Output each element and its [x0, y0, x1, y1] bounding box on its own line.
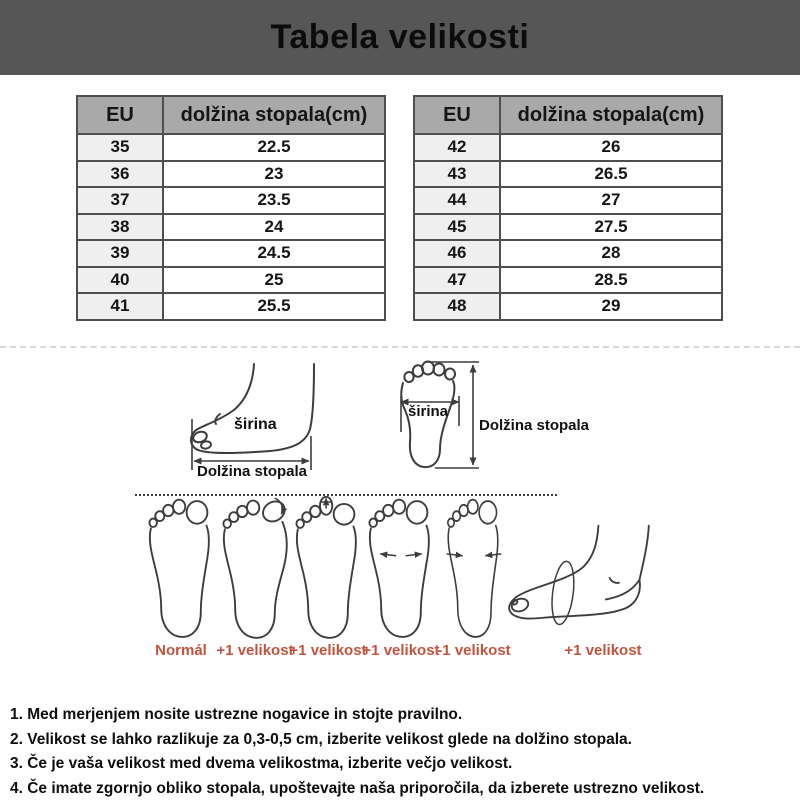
page-header	[0, 0, 800, 75]
foot-shape-slanted-toe	[222, 497, 288, 639]
side-foot-measure-diagram	[150, 360, 350, 482]
eu-size: 40	[77, 267, 163, 294]
table-row	[77, 293, 385, 320]
foot-shape-long-second-toe	[295, 497, 361, 639]
table-row	[77, 161, 385, 188]
eu-size: 44	[414, 187, 500, 214]
size-table-right	[413, 95, 723, 321]
eu-size: 47	[414, 267, 500, 294]
foot-length: 24	[163, 214, 385, 241]
width-label: širina	[408, 403, 449, 420]
note-line: 3. Če je vaša velikost med dvema velikostma, izberite večjo velikost.	[10, 755, 513, 772]
foot-length: 23.5	[163, 187, 385, 214]
eu-size: 39	[77, 240, 163, 267]
foot-shape-narrow	[441, 497, 507, 639]
note-line: 1. Med merjenjem nosite ustrezne nogavice in stojte pravilno.	[10, 706, 463, 723]
length-label: Dolžina stopala	[196, 463, 308, 480]
foot-length: 26	[500, 134, 722, 161]
col-header-eu: EU	[414, 96, 500, 134]
foot-length: 24.5	[163, 240, 385, 267]
table-row	[77, 187, 385, 214]
table-row	[77, 134, 385, 161]
table-row	[77, 240, 385, 267]
dashed-divider	[0, 346, 800, 348]
eu-size: 45	[414, 214, 500, 241]
foot-shapes-row	[0, 488, 800, 688]
foot-length: 25	[163, 267, 385, 294]
note-line: 4. Če imate zgornjo obliko stopala, upoštevajte naša priporočila, da izberete ustrezno velikost.	[10, 779, 705, 797]
table-row	[414, 267, 722, 294]
eu-size: 37	[77, 187, 163, 214]
page-title: Tabela velikosti	[270, 18, 530, 56]
foot-shape-label: -1 velikost	[437, 642, 511, 659]
foot-length: 27.5	[500, 214, 722, 241]
table-row	[77, 214, 385, 241]
foot-length: 28	[500, 240, 722, 267]
foot-length: 23	[163, 161, 385, 188]
foot-length: 27	[500, 187, 722, 214]
eu-size: 48	[414, 293, 500, 320]
foot-shape-label: +1 velikost	[362, 642, 440, 659]
eu-size: 43	[414, 161, 500, 188]
eu-size: 46	[414, 240, 500, 267]
foot-length: 26.5	[500, 161, 722, 188]
table-header-row	[414, 96, 722, 134]
width-label: širina	[234, 416, 277, 433]
foot-shape-high-instep	[500, 522, 652, 634]
foot-shape-normal	[148, 497, 214, 639]
col-header-foot-length: dolžina stopala(cm)	[500, 96, 722, 134]
eu-size: 35	[77, 134, 163, 161]
eu-size: 38	[77, 214, 163, 241]
eu-size: 42	[414, 134, 500, 161]
table-row	[414, 240, 722, 267]
table-row	[414, 214, 722, 241]
note-line: 2. Velikost se lahko razlikuje za 0,3-0,5 cm, izberite velikost glede na dolžino stopala.	[10, 730, 632, 748]
table-row	[414, 293, 722, 320]
foot-length: 28.5	[500, 267, 722, 294]
size-table-left	[76, 95, 386, 321]
col-header-foot-length: dolžina stopala(cm)	[163, 96, 385, 134]
eu-size: 36	[77, 161, 163, 188]
table-row	[414, 161, 722, 188]
foot-shape-label: Normál	[155, 642, 207, 659]
table-row	[414, 187, 722, 214]
foot-length: 29	[500, 293, 722, 320]
foot-shape-label: +1 velikost	[289, 642, 367, 659]
foot-length: 22.5	[163, 134, 385, 161]
foot-length: 25.5	[163, 293, 385, 320]
foot-shape-wide	[368, 497, 434, 639]
table-row	[77, 267, 385, 294]
measuring-notes	[10, 703, 794, 800]
footprint-measure-diagram	[395, 356, 595, 494]
length-label: Dolžina stopala	[479, 417, 590, 434]
table-header-row	[77, 96, 385, 134]
alignment-dotted-line	[135, 494, 557, 496]
col-header-eu: EU	[77, 96, 163, 134]
foot-shape-label: +1 velikost	[216, 642, 294, 659]
foot-shape-label: +1 velikost	[564, 642, 642, 659]
table-row	[414, 134, 722, 161]
eu-size: 41	[77, 293, 163, 320]
